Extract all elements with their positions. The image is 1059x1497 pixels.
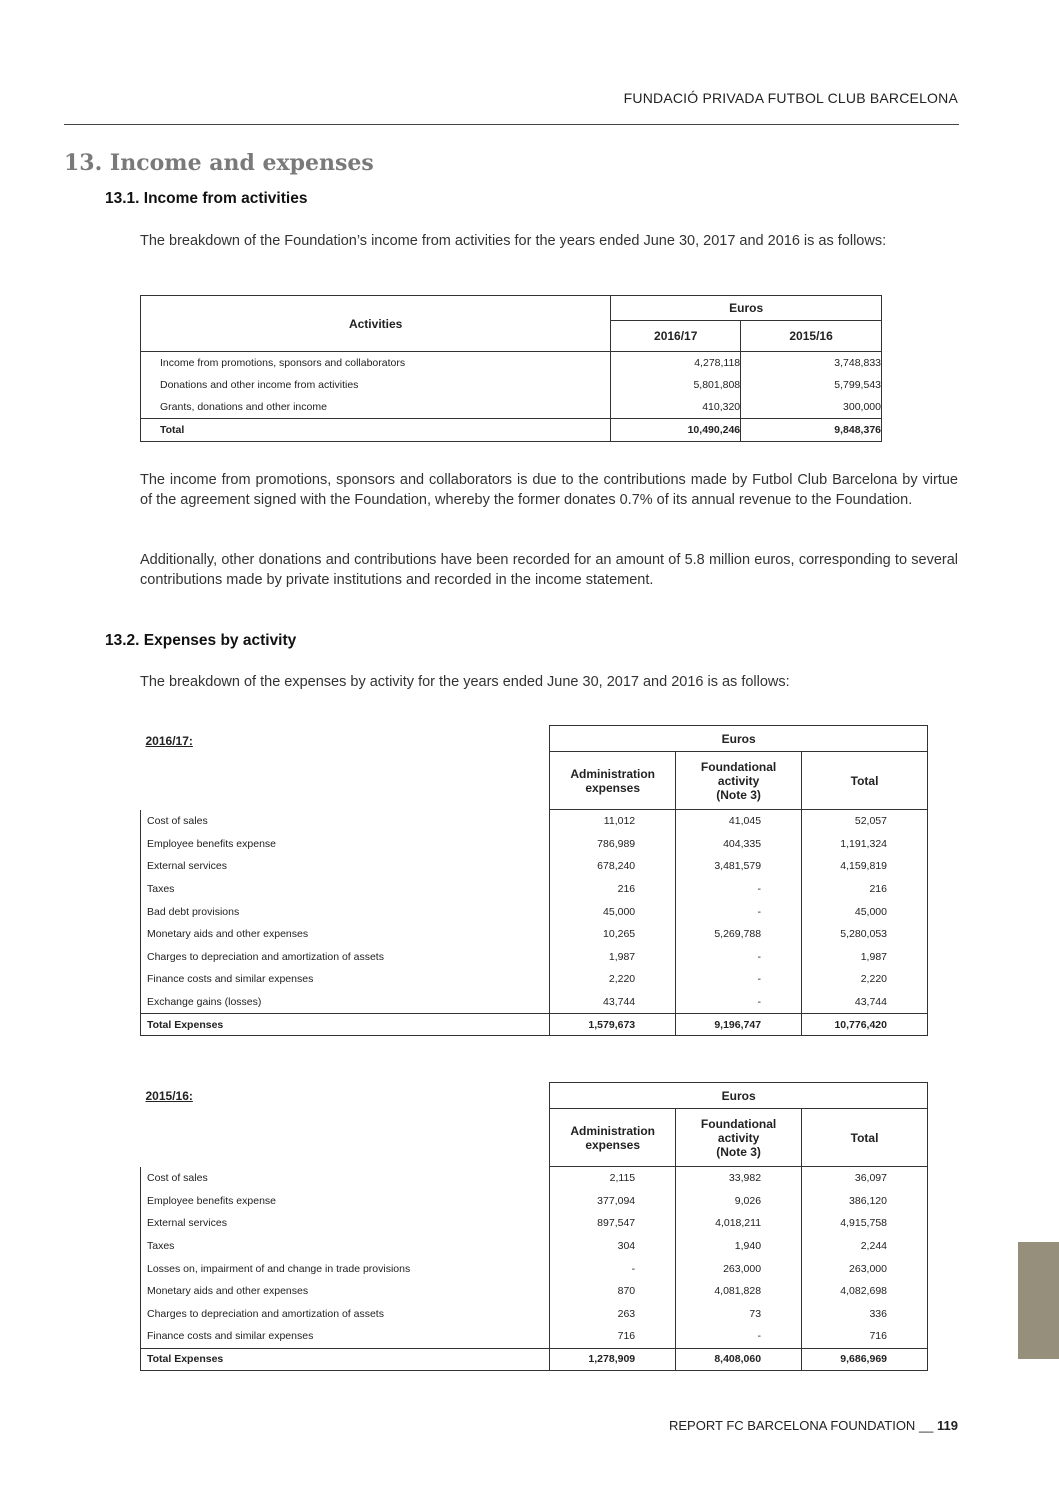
table-row	[141, 855, 928, 878]
col-total: Total	[802, 752, 928, 810]
value-2016-17: 5,801,808	[611, 374, 741, 396]
income-total-row	[141, 419, 882, 442]
footer-separator: __	[915, 1418, 938, 1433]
value-2016-17: 4,278,118	[611, 352, 741, 375]
table-row	[141, 396, 882, 419]
total-2015-16: 9,848,376	[741, 419, 882, 442]
col-foundational	[676, 1109, 802, 1167]
table-row	[141, 1257, 928, 1280]
row-label: Finance costs and similar expenses	[141, 1325, 550, 1348]
value-admin: 1,987	[550, 946, 676, 969]
row-label: Employee benefits expense	[141, 833, 550, 856]
value-total: 4,082,698	[802, 1280, 928, 1303]
footer-report: REPORT FC BARCELONA FOUNDATION	[669, 1418, 916, 1433]
value-admin: 11,012	[550, 810, 676, 833]
table-row	[141, 1190, 928, 1213]
value-foundational: -	[676, 1325, 802, 1348]
total-label: Total	[141, 419, 611, 442]
value-admin: 786,989	[550, 833, 676, 856]
col-admin-line2: expenses	[585, 1137, 641, 1152]
value-total: 5,280,053	[802, 923, 928, 946]
col-found-line1: Foundational	[700, 1116, 777, 1131]
value-total: 52,057	[802, 810, 928, 833]
col-administration	[550, 1109, 676, 1167]
value-foundational: 4,081,828	[676, 1280, 802, 1303]
value-foundational: 73	[676, 1303, 802, 1326]
table-row	[141, 1303, 928, 1326]
expenses-table-2016-17	[140, 725, 928, 1036]
value-admin: 2,220	[550, 968, 676, 991]
total-admin: 1,579,673	[550, 1014, 676, 1036]
table-row	[141, 946, 928, 969]
value-2015-16: 300,000	[741, 396, 882, 419]
expenses-heading: 13.2. Expenses by activity	[105, 632, 297, 649]
row-label: Employee benefits expense	[141, 1190, 550, 1213]
row-label: Monetary aids and other expenses	[141, 923, 550, 946]
income-heading: 13.1. Income from activities	[105, 190, 308, 207]
value-total: 43,744	[802, 991, 928, 1014]
value-total: 1,987	[802, 946, 928, 969]
value-admin: 716	[550, 1325, 676, 1348]
expenses-table-2015-16	[140, 1082, 928, 1371]
row-label: Exchange gains (losses)	[141, 991, 550, 1014]
table-row	[141, 991, 928, 1014]
total-total: 9,686,969	[802, 1348, 928, 1370]
value-total: 336	[802, 1303, 928, 1326]
value-total: 263,000	[802, 1257, 928, 1280]
value-foundational: 4,018,211	[676, 1212, 802, 1235]
table-row	[141, 352, 882, 375]
value-foundational: -	[676, 878, 802, 901]
value-foundational: -	[676, 900, 802, 923]
total-admin: 1,278,909	[550, 1348, 676, 1370]
value-total: 716	[802, 1325, 928, 1348]
section-title: 13. Income and expenses	[64, 150, 374, 176]
table-row	[141, 1167, 928, 1190]
value-admin: 678,240	[550, 855, 676, 878]
col-admin-line1: Administration	[570, 1123, 656, 1138]
value-2015-16: 5,799,543	[741, 374, 882, 396]
col-total: Total	[802, 1109, 928, 1167]
value-admin: 897,547	[550, 1212, 676, 1235]
row-label: Losses on, impairment of and change in trade provisions	[141, 1257, 550, 1280]
col-found-line3: (Note 3)	[716, 787, 761, 802]
col-found-line1: Foundational	[700, 759, 777, 774]
col-found-line2: activity	[717, 773, 760, 788]
col-activities: Activities	[141, 296, 611, 352]
table-row	[141, 374, 882, 396]
value-total: 1,191,324	[802, 833, 928, 856]
col-2015-16: 2015/16	[741, 321, 882, 352]
value-2016-17: 410,320	[611, 396, 741, 419]
value-foundational: 33,982	[676, 1167, 802, 1190]
value-admin: 43,744	[550, 991, 676, 1014]
row-label: Taxes	[141, 1235, 550, 1258]
col-euros: Euros	[550, 1083, 928, 1109]
value-admin: 45,000	[550, 900, 676, 923]
value-foundational: 9,026	[676, 1190, 802, 1213]
row-label: Charges to depreciation and amortization of assets	[141, 946, 550, 969]
value-foundational: 41,045	[676, 810, 802, 833]
col-2016-17: 2016/17	[611, 321, 741, 352]
header-rule	[64, 124, 959, 125]
value-2015-16: 3,748,833	[741, 352, 882, 375]
value-admin: 870	[550, 1280, 676, 1303]
total-foundational: 9,196,747	[676, 1014, 802, 1036]
value-admin: 304	[550, 1235, 676, 1258]
col-euros: Euros	[611, 296, 882, 321]
footer	[669, 1418, 958, 1433]
expenses-intro: The breakdown of the expenses by activity for the years ended June 30, 2017 and 2016 is as follows:	[140, 674, 790, 690]
page-number: 119	[937, 1418, 958, 1433]
income-intro: The breakdown of the Foundation’s income from activities for the years ended June 30, 2017 and 2016 is as follows:	[140, 233, 887, 249]
table-title: 2016/17:	[145, 733, 193, 748]
table-row	[141, 1325, 928, 1348]
value-total: 216	[802, 878, 928, 901]
table-row	[141, 833, 928, 856]
value-admin: 377,094	[550, 1190, 676, 1213]
value-admin: 216	[550, 878, 676, 901]
value-foundational: 263,000	[676, 1257, 802, 1280]
expenses-total-row	[141, 1014, 928, 1036]
value-foundational: 5,269,788	[676, 923, 802, 946]
value-foundational: -	[676, 968, 802, 991]
col-found-line2: activity	[717, 1130, 760, 1145]
total-2016-17: 10,490,246	[611, 419, 741, 442]
table-row	[141, 923, 928, 946]
value-foundational: 1,940	[676, 1235, 802, 1258]
expenses-total-row	[141, 1348, 928, 1370]
income-table	[140, 295, 882, 442]
value-foundational: 3,481,579	[676, 855, 802, 878]
organization-header: FUNDACIÓ PRIVADA FUTBOL CLUB BARCELONA	[623, 90, 958, 106]
col-found-line3: (Note 3)	[716, 1144, 761, 1159]
side-tab-marker	[1018, 1242, 1059, 1359]
row-label: Taxes	[141, 878, 550, 901]
row-label: External services	[141, 855, 550, 878]
value-total: 2,244	[802, 1235, 928, 1258]
table-row	[141, 1280, 928, 1303]
total-foundational: 8,408,060	[676, 1348, 802, 1370]
value-total: 2,220	[802, 968, 928, 991]
table-row	[141, 900, 928, 923]
value-foundational: 404,335	[676, 833, 802, 856]
value-admin: 2,115	[550, 1167, 676, 1190]
col-foundational	[676, 752, 802, 810]
row-label: Income from promotions, sponsors and collaborators	[141, 352, 611, 375]
col-euros: Euros	[550, 726, 928, 752]
col-admin-line2: expenses	[585, 780, 641, 795]
row-label: Cost of sales	[141, 810, 550, 833]
total-label: Total Expenses	[141, 1348, 550, 1370]
row-label: Cost of sales	[141, 1167, 550, 1190]
value-total: 36,097	[802, 1167, 928, 1190]
total-label: Total Expenses	[141, 1014, 550, 1036]
table-row	[141, 968, 928, 991]
value-total: 45,000	[802, 900, 928, 923]
value-total: 4,915,758	[802, 1212, 928, 1235]
row-label: Bad debt provisions	[141, 900, 550, 923]
row-label: Donations and other income from activities	[141, 374, 611, 396]
value-total: 4,159,819	[802, 855, 928, 878]
row-label: Charges to depreciation and amortization of assets	[141, 1303, 550, 1326]
col-administration	[550, 752, 676, 810]
value-admin: -	[550, 1257, 676, 1280]
row-label: External services	[141, 1212, 550, 1235]
income-paragraph-2: Additionally, other donations and contributions have been recorded for an amount of 5.8 million euros, corresponding to several contributions made by private institutions and recorded in the income statement.	[140, 552, 958, 588]
value-foundational: -	[676, 991, 802, 1014]
table-title: 2015/16:	[145, 1088, 193, 1103]
total-total: 10,776,420	[802, 1014, 928, 1036]
table-row	[141, 1235, 928, 1258]
value-admin: 10,265	[550, 923, 676, 946]
col-admin-line1: Administration	[570, 766, 656, 781]
income-paragraph-1: The income from promotions, sponsors and collaborators is due to the contributions made by Futbol Club Barcelona by virtue of the agreement signed with the Foundation, whereby the former donates 0.7% of its annual revenue to the Foundation.	[140, 472, 958, 508]
value-foundational: -	[676, 946, 802, 969]
row-label: Monetary aids and other expenses	[141, 1280, 550, 1303]
value-total: 386,120	[802, 1190, 928, 1213]
table-row	[141, 878, 928, 901]
row-label: Grants, donations and other income	[141, 396, 611, 419]
table-row	[141, 1212, 928, 1235]
row-label: Finance costs and similar expenses	[141, 968, 550, 991]
table-row	[141, 810, 928, 833]
value-admin: 263	[550, 1303, 676, 1326]
